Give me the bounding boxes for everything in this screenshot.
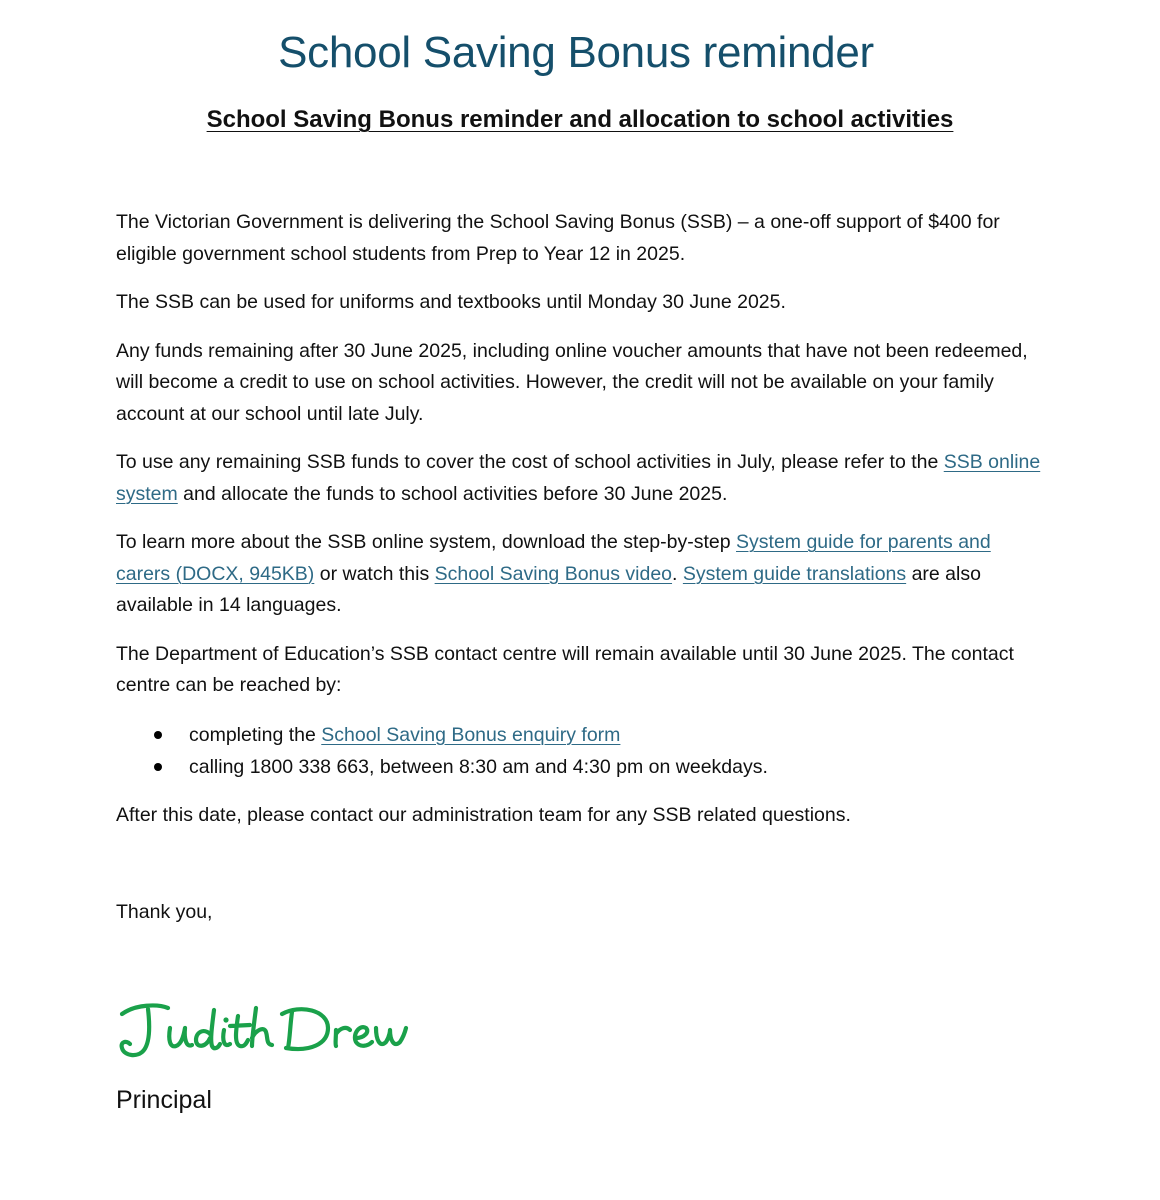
page-title: School Saving Bonus reminder: [278, 28, 874, 77]
signature-image: [114, 998, 434, 1064]
ssb-online-system-link[interactable]: SSB online system: [116, 451, 1041, 505]
contact-centre-paragraph: The Department of Education’s SSB contact centre will remain available until 30 June 2025. The contact centre can be reached by:: [116, 642, 1014, 696]
letter-body: [116, 207, 1046, 848]
resources-paragraph: [116, 527, 1046, 622]
bullet-icon: [154, 763, 162, 771]
list-item: [116, 751, 1046, 783]
resources-text-mid2: .: [672, 562, 683, 585]
allocation-text-after: and allocate the funds to school activities before 30 June 2025.: [177, 482, 728, 505]
resources-text-after: are also available in 14 languages.: [116, 562, 981, 616]
page-subtitle: School Saving Bonus reminder and allocation to school activities: [206, 106, 954, 133]
deadline-paragraph: The SSB can be used for uniforms and textbooks until Monday 30 June 2025.: [116, 291, 786, 313]
ssb-video-link[interactable]: School Saving Bonus video: [434, 562, 673, 585]
resources-text-before: To learn more about the SSB online system, download the step-by-step: [116, 531, 737, 553]
intro-paragraph: The Victorian Government is delivering the School Saving Bonus (SSB) – a one-off support of $400 for eligible government school students from Prep to Year 12 in 2025.: [116, 211, 1000, 265]
resources-text-mid1: or watch this: [314, 562, 435, 585]
remaining-funds-paragraph: Any funds remaining after 30 June 2025, including online voucher amounts that have not been redeemed, will become a credit to use on school activities. However, the credit will not be available on your family account at our school until late July.: [116, 339, 1028, 425]
contact-methods-list: [116, 719, 1046, 783]
signer-role: Principal: [116, 1086, 212, 1114]
bullet-icon: [154, 731, 162, 739]
phone-item-text: calling 1800 338 663, between 8:30 am and 4:30 pm on weekdays.: [189, 755, 768, 778]
after-date-paragraph: After this date, please contact our administration team for any SSB related questions.: [116, 803, 851, 826]
system-guide-link[interactable]: System guide for parents and carers (DOCX, 945KB): [116, 531, 991, 585]
enquiry-form-link[interactable]: School Saving Bonus enquiry form: [321, 723, 621, 746]
allocation-text-before: To use any remaining SSB funds to cover the cost of school activities in July, please refer to the: [116, 451, 944, 473]
closing-text: Thank you,: [116, 901, 213, 923]
allocation-paragraph: [116, 447, 1046, 510]
list-item: [116, 719, 1046, 751]
enquiry-item-text: completing the: [189, 723, 322, 746]
guide-translations-link[interactable]: System guide translations: [682, 562, 907, 585]
